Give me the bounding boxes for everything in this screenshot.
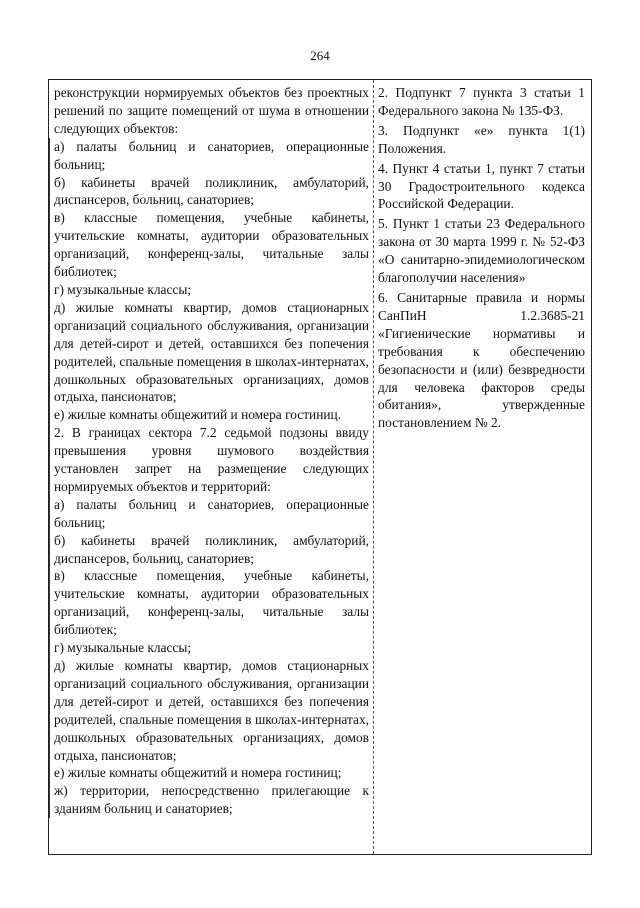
left-item-d-2: д) жилые комнаты квартир, домов стационарных организаций социального обслуживания, организации для детей-сирот и детей, оставшихся без попечения родителей, спальные помещения в школах-интернатах, дошкольных образовательных организациях, домов отдыха, пансионатов; <box>49 657 369 764</box>
right-column <box>378 84 585 432</box>
left-item-a-2: а) палаты больниц и санаториев, операционные больниц; <box>49 496 369 532</box>
left-paragraph-2: 2. В границах сектора 7.2 седьмой подзоны ввиду превышения уровня шумового воздействия установлен запрет на размещение следующих нормируемых объектов и территорий: <box>49 424 369 496</box>
document-table <box>48 79 592 855</box>
right-ref-3: 3. Подпункт «е» пункта 1(1) Положения. <box>378 122 585 156</box>
left-item-g-2: г) музыкальные классы; <box>49 639 369 657</box>
left-item-e-2: е) жилые комнаты общежитий и номера гостиниц; <box>49 764 369 782</box>
page-number: 264 <box>310 48 330 63</box>
left-item-v: в) классные помещения, учебные кабинеты, учительские комнаты, аудитории образовательных организаций, конференц-залы, читальные залы библиотек; <box>49 209 369 281</box>
right-ref-4: 4. Пункт 4 статьи 1, пункт 7 статьи 30 Градостроительного кодекса Российской Федерации. <box>378 160 585 212</box>
left-paragraph-intro: реконструкции нормируемых объектов без проектных решений по защите помещений от шума в отношении следующих объектов: <box>54 85 369 136</box>
left-item-a: а) палаты больниц и санаториев, операционные больниц; <box>49 138 369 174</box>
left-column <box>54 84 369 818</box>
left-item-zh: ж) территории, непосредственно прилегающие к зданиям больниц и санаториев; <box>49 782 369 818</box>
right-ref-5: 5. Пункт 1 статьи 23 Федерального закона от 30 марта 1999 г. № 52-ФЗ «О санитарно-эпидемиологическом благополучии населения» <box>378 216 585 286</box>
right-ref-6: 6. Санитарные правила и нормы СанПиН 1.2.3685-21 «Гигиенические нормативы и требования к обеспечению безопасности и (или) безвредности для человека факторов среды обитания», утвержденные постановлением № 2. <box>378 289 585 431</box>
left-item-e: е) жилые комнаты общежитий и номера гостиниц. <box>49 406 369 424</box>
left-item-g: г) музыкальные классы; <box>49 281 369 299</box>
left-item-v-2: в) классные помещения, учебные кабинеты, учительские комнаты, аудитории образовательных организаций, конференц-залы, читальные залы библиотек; <box>49 567 369 639</box>
right-ref-2: 2. Подпункт 7 пункта 3 статьи 1 Федерального закона № 135-ФЗ. <box>378 85 585 118</box>
left-item-d: д) жилые комнаты квартир, домов стационарных организаций социального обслуживания, организации для детей-сирот и детей, оставшихся без попечения родителей, спальные помещения в школах-интернатах, дошкольных образовательных организациях, домов отдыха, пансионатов; <box>49 299 369 406</box>
left-item-b-2: б) кабинеты врачей поликлиник, амбулаторий, диспансеров, больниц, санаториев; <box>49 532 369 568</box>
column-divider <box>373 80 374 854</box>
left-item-b: б) кабинеты врачей поликлиник, амбулаторий, диспансеров, больниц, санаториев; <box>49 174 369 210</box>
